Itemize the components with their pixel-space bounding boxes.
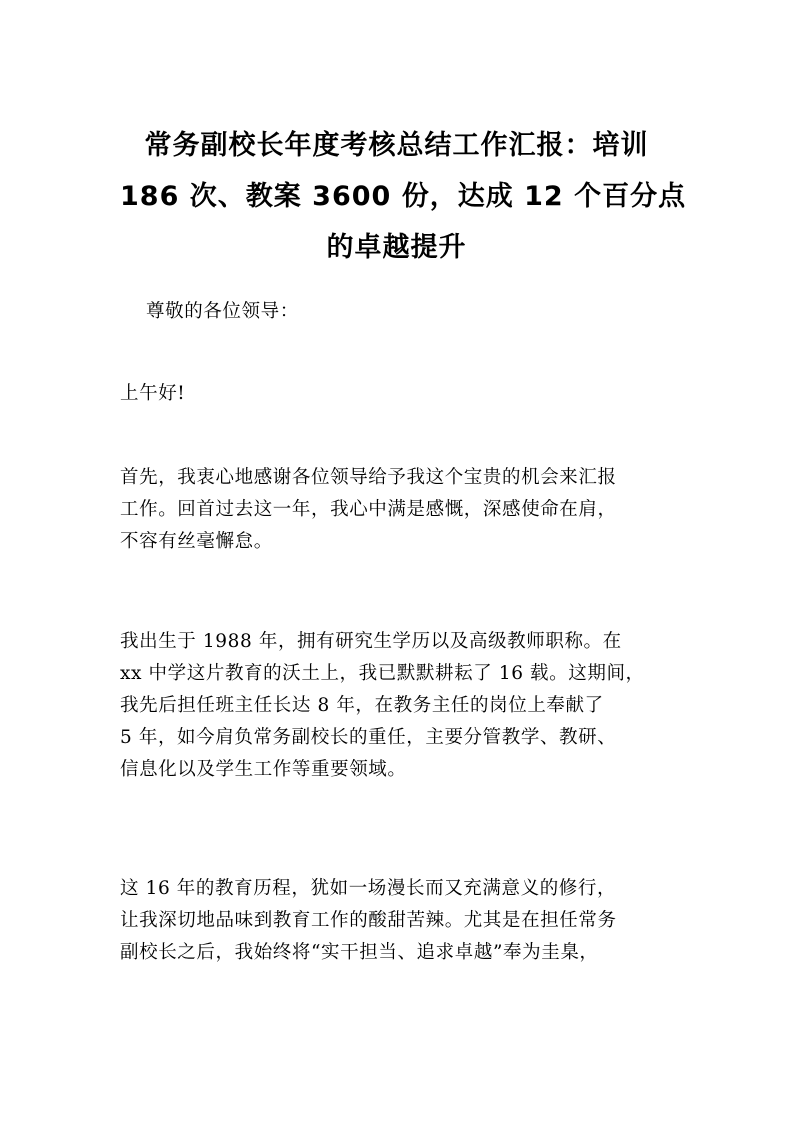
paragraph-intro — [120, 462, 675, 558]
paragraph-line: 这 16 年的教育历程，犹如一场漫长而又充满意义的修行， — [120, 878, 617, 899]
paragraph-line: 5 年，如今肩负常务副校长的重任，主要分管教学、教研、 — [120, 727, 617, 748]
paragraph-line: 工作。回首过去这一年，我心中满是感慨，深感使命在肩， — [120, 499, 617, 520]
paragraph-line: 我先后担任班主任长达 8 年，在教务主任的岗位上奉献了 — [120, 695, 604, 716]
paragraph-line: 首先，我衷心地感谢各位领导给予我这个宝贵的机会来汇报 — [120, 467, 617, 488]
title-line-1: 常务副校长年度考核总结工作汇报：培训 — [144, 130, 649, 161]
document-title — [120, 120, 687, 273]
paragraph-line: 让我深切地品味到教育工作的酸甜苦辣。尤其是在担任常务 — [120, 910, 617, 931]
paragraph-line: 不容有丝毫懈怠。 — [120, 531, 273, 552]
paragraph-line: 副校长之后，我始终将“实干担当、追求卓越”奉为圭臬， — [120, 942, 599, 963]
good-morning-line: 上午好! — [120, 383, 186, 404]
paragraph-line: 信息化以及学生工作等重要领域。 — [120, 759, 407, 780]
title-line-2: 186 次、教案 3600 份，达成 12 个百分点 — [120, 181, 687, 212]
paragraph-line: xx 中学这片教育的沃土上，我已默默耕耘了 16 载。这期间， — [120, 663, 645, 684]
title-line-3: 的卓越提升 — [326, 232, 467, 263]
paragraph-journey — [120, 873, 675, 969]
salutation: 尊敬的各位领导： — [146, 301, 299, 322]
paragraph-line: 我出生于 1988 年，拥有研究生学历以及高级教师职称。在 — [120, 631, 622, 652]
paragraph-background — [120, 626, 675, 786]
